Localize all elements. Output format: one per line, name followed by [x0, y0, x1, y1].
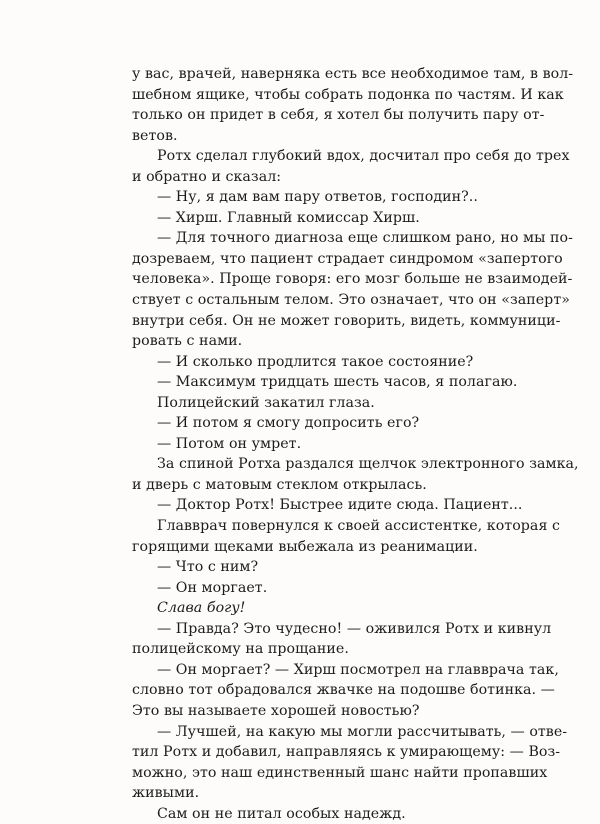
text-line: — Доктор Ротх! Быстрее идите сюда. Пациент...: [157, 497, 523, 514]
text-line: и обратно и сказал:: [132, 168, 282, 185]
text-line: дозреваем, что пациент страдает синдромом «запертого: [132, 250, 563, 267]
text-line: ветов.: [132, 127, 178, 144]
text-line: внутри себя. Он не может говорить, видеть, коммуници-: [132, 312, 561, 329]
text-line: За спиной Ротха раздался щелчок электронного замка,: [157, 456, 579, 473]
text-line: человека». Проще говоря: его мозг больше не взаимодей-: [132, 271, 573, 288]
text-line: горящими щеками выбежала из реанимации.: [132, 538, 478, 555]
text-line: — И сколько продлится такое состояние?: [157, 353, 474, 370]
text-line: у вас, врачей, наверняка есть все необходимое там, в вол-: [132, 66, 574, 82]
text-line: живыми.: [132, 785, 200, 802]
page-text: [132, 64, 579, 824]
text-line: словно тот обрадовался жвачке на подошве ботинка. —: [132, 682, 555, 699]
text-line: Это вы называете хорошей новостью?: [132, 702, 420, 719]
text-line: — Он моргает? — Хирш посмотрел на главврача так,: [157, 661, 559, 678]
text-line: — Он моргает.: [157, 579, 268, 596]
text-line: можно, это наш единственный шанс найти пропавших: [132, 764, 548, 781]
text-line: полицейскому на прощание.: [132, 641, 349, 658]
text-line: Слава богу!: [157, 600, 246, 617]
text-line: и дверь с матовым стеклом открылась.: [132, 476, 427, 493]
text-line: — Хирш. Главный комиссар Хирш.: [157, 209, 420, 226]
text-line: Ротх сделал глубокий вдох, досчитал про себя до трех: [157, 148, 570, 165]
text-line: — Для точного диагноза еще слишком рано, но мы по-: [157, 230, 573, 247]
text-line: — Потом он умрет.: [157, 435, 302, 452]
text-line: — Лучшей, на какую мы могли рассчитывать, — отве-: [157, 723, 568, 740]
text-line: шебном ящике, чтобы собрать подонка по частям. И как: [132, 86, 564, 103]
text-line: Главврач повернулся к своей ассистентке, которая с: [157, 518, 560, 535]
text-line: Сам он не питал особых надежд.: [157, 805, 406, 822]
text-line: ствует с остальным телом. Это означает, что он «заперт»: [132, 292, 570, 309]
text-line: — Максимум тридцать шесть часов, я полагаю.: [157, 374, 518, 391]
text-line: — Правда? Это чудесно! — оживился Ротх и кивнул: [157, 620, 552, 637]
text-line: Полицейский закатил глаза.: [157, 394, 375, 411]
text-line: — Что с ним?: [157, 559, 259, 576]
text-line: только он придет в себя, я хотел бы получить пару от-: [132, 107, 545, 124]
text-line: — И потом я смогу допросить его?: [157, 415, 420, 432]
text-line: ровать с нами.: [132, 333, 243, 350]
text-line: — Ну, я дам вам пару ответов, господин?..: [157, 189, 478, 206]
text-line: тил Ротх и добавил, направляясь к умирающему: — Воз-: [132, 744, 561, 761]
